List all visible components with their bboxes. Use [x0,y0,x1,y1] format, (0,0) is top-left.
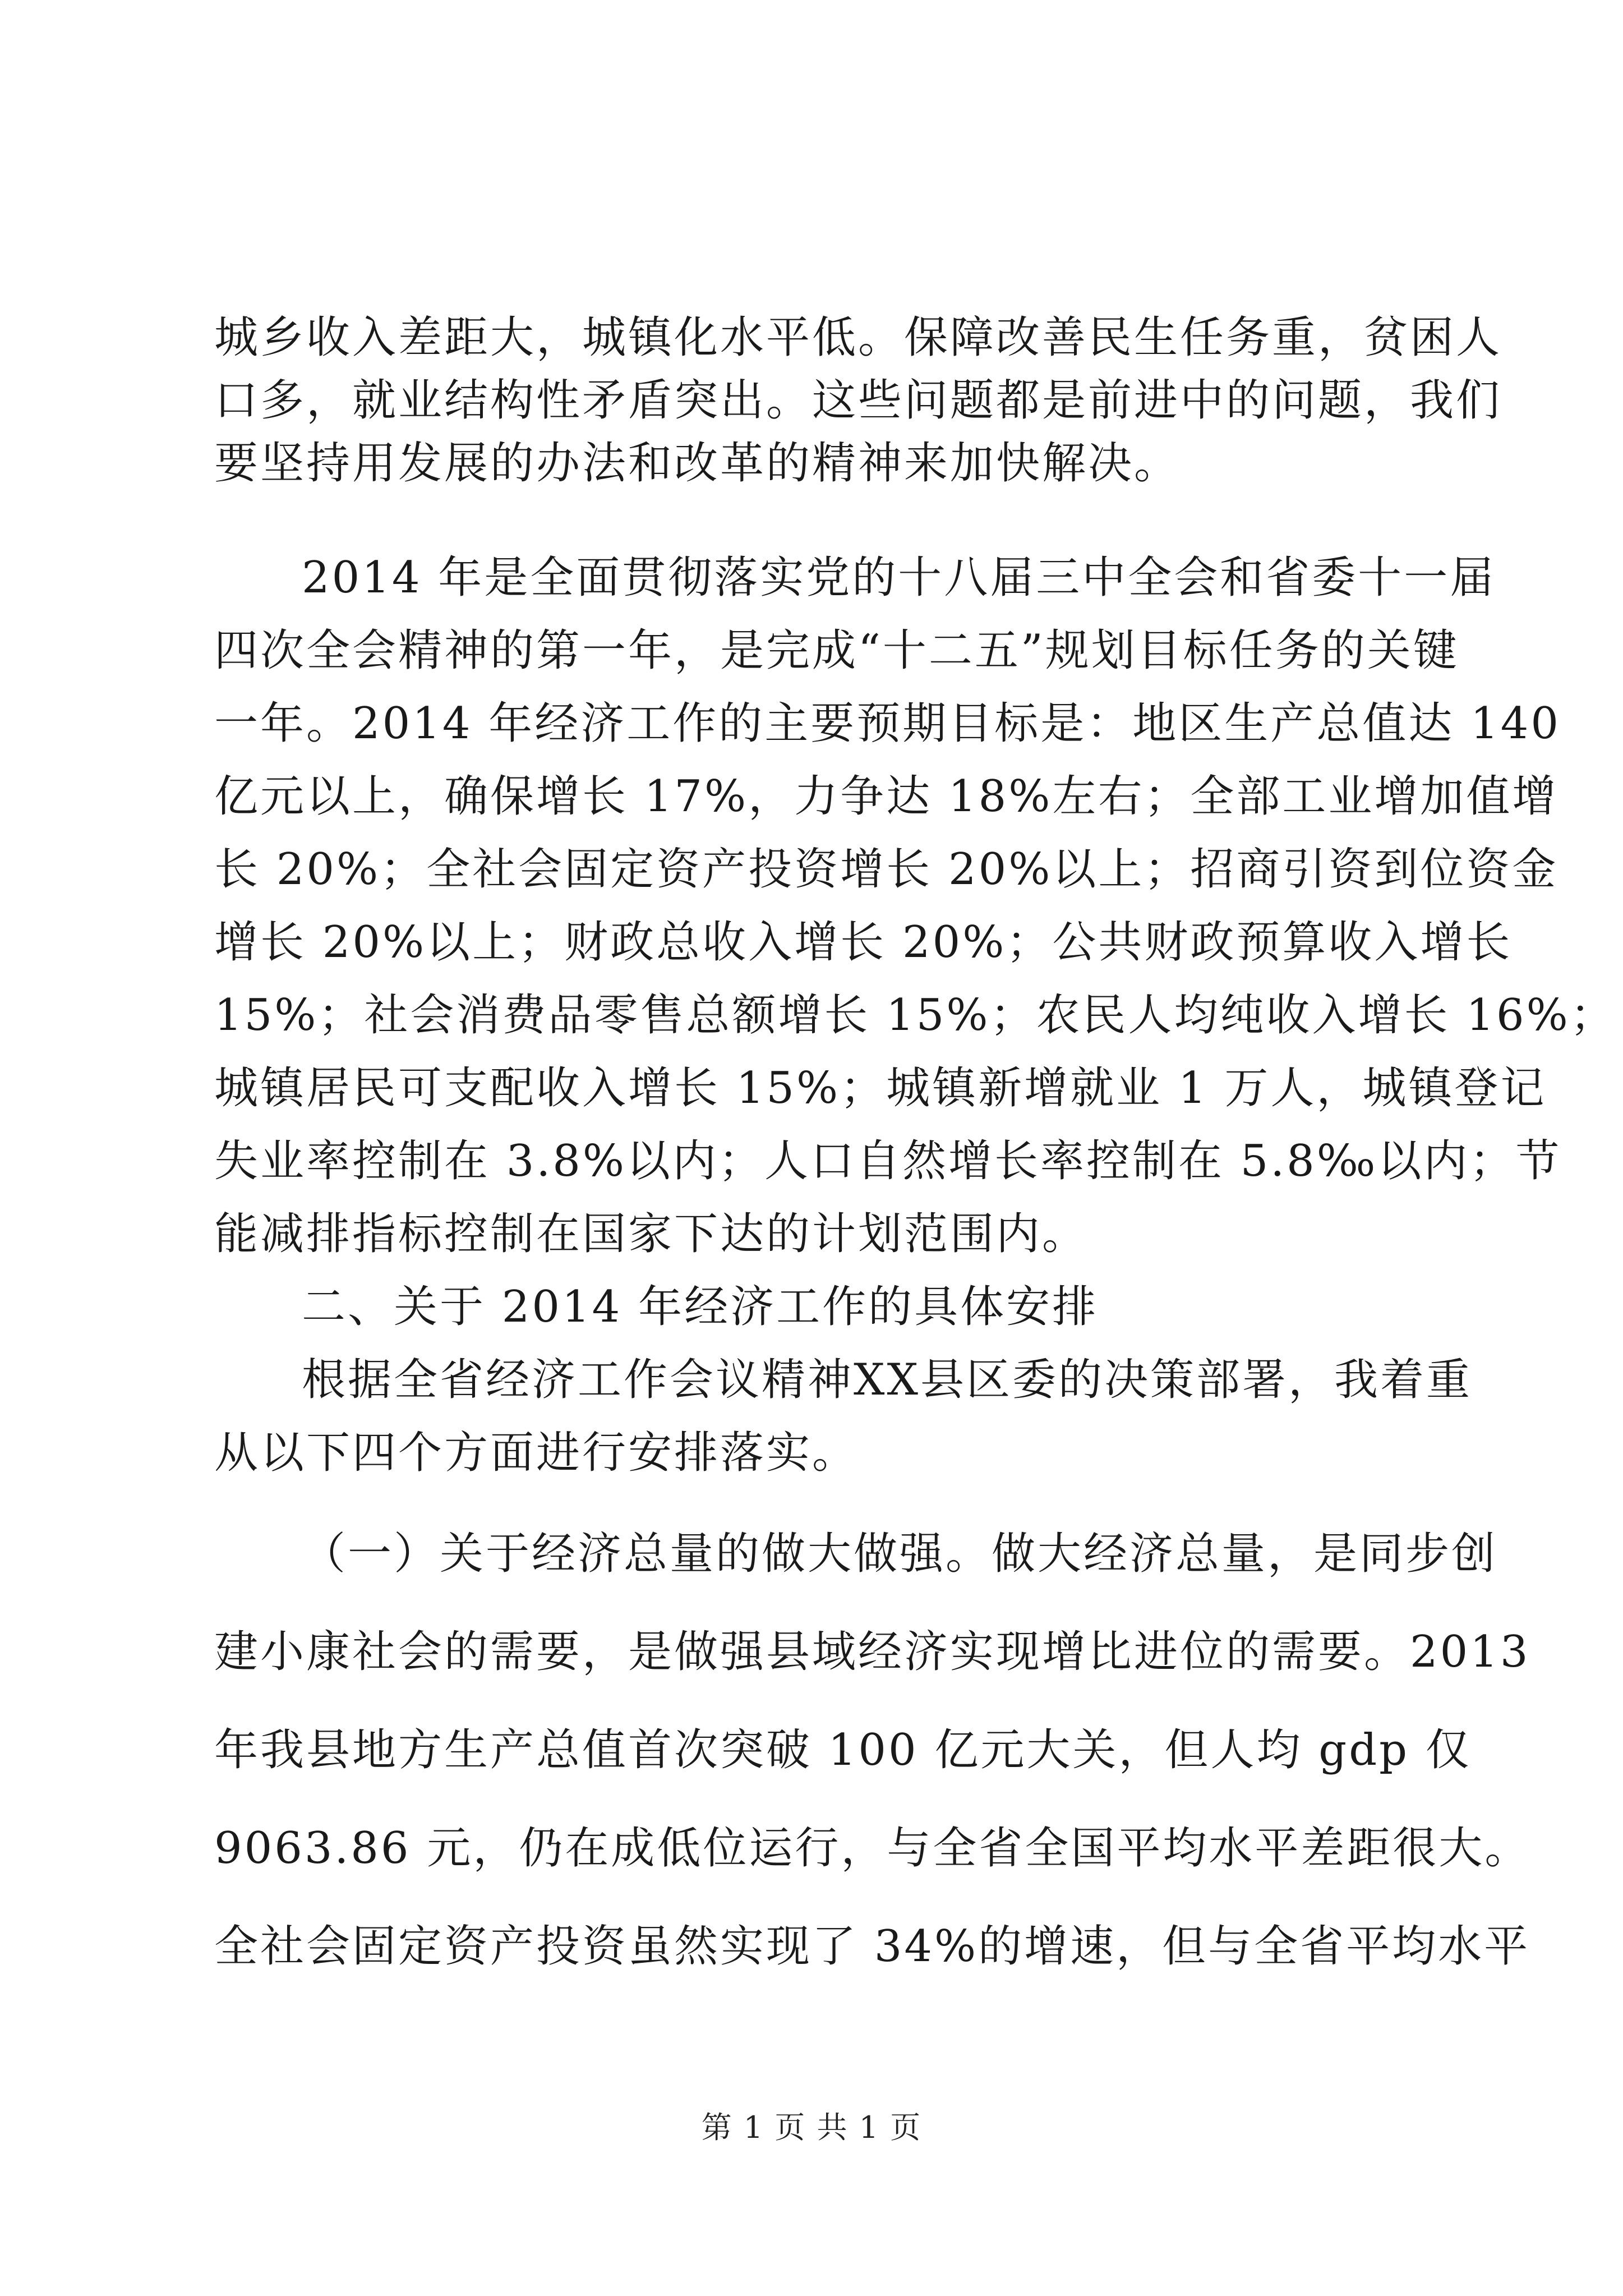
text-line: 9063.86 元，仍在成低位运行，与全省全国平均水平差距很大。 [214,1823,1531,1874]
text-line: 失业率控制在 3.8%以内；人口自然增长率控制在 5.8‰以内；节 [214,1136,1562,1186]
section-heading: 二、关于 2014 年经济工作的具体安排 [302,1282,1099,1332]
page-number-footer: 第 1 页 共 1 页 [701,2110,922,2145]
paragraph-start-line: 根据全省经济工作会议精神XX县区委的决策部署，我着重 [302,1355,1473,1405]
text-line: 从以下四个方面进行安排落实。 [214,1428,859,1478]
text-line: 城乡收入差距大，城镇化水平低。保障改善民生任务重，贫困人 [214,312,1502,363]
text-line: 口多，就业结构性矛盾突出。这些问题都是前进中的问题，我们 [214,375,1502,426]
text-line: 增长 20%以上；财政总收入增长 20%；公共财政预算收入增长 [214,917,1513,968]
text-line: 全社会固定资产投资虽然实现了 34%的增速，但与全省平均水平 [214,1921,1530,1972]
text-line: 一年。2014 年经济工作的主要预期目标是：地区生产总值达 140 [214,698,1561,749]
text-line: 长 20%；全社会固定资产投资增长 20%以上；招商引资到位资金 [214,844,1559,895]
text-line: 能减排指标控制在国家下达的计划范围内。 [214,1209,1089,1259]
text-line: 亿元以上，确保增长 17%，力争达 18%左右；全部工业增加值增 [214,771,1559,822]
text-line: 要坚持用发展的办法和改革的精神来加快解决。 [214,438,1181,489]
text-line: 15%；社会消费品零售总额增长 15%；农民人均纯收入增长 16%； [214,990,1616,1041]
paragraph-start-line: 2014 年是全面贯彻落实党的十八届三中全会和省委十一届 [302,553,1496,603]
text-line: 年我县地方生产总值首次突破 100 亿元大关，但人均 gdp 仅 [214,1725,1472,1775]
text-line: 建小康社会的需要，是做强县域经济实现增比进位的需要。2013 [214,1627,1530,1677]
text-line: 城镇居民可支配收入增长 15%；城镇新增就业 1 万人，城镇登记 [214,1063,1547,1114]
paragraph-start-line: （一）关于经济总量的做大做强。做大经济总量，是同步创 [302,1529,1498,1579]
text-line: 四次全会精神的第一年，是完成“十二五”规划目标任务的关键 [214,625,1459,676]
